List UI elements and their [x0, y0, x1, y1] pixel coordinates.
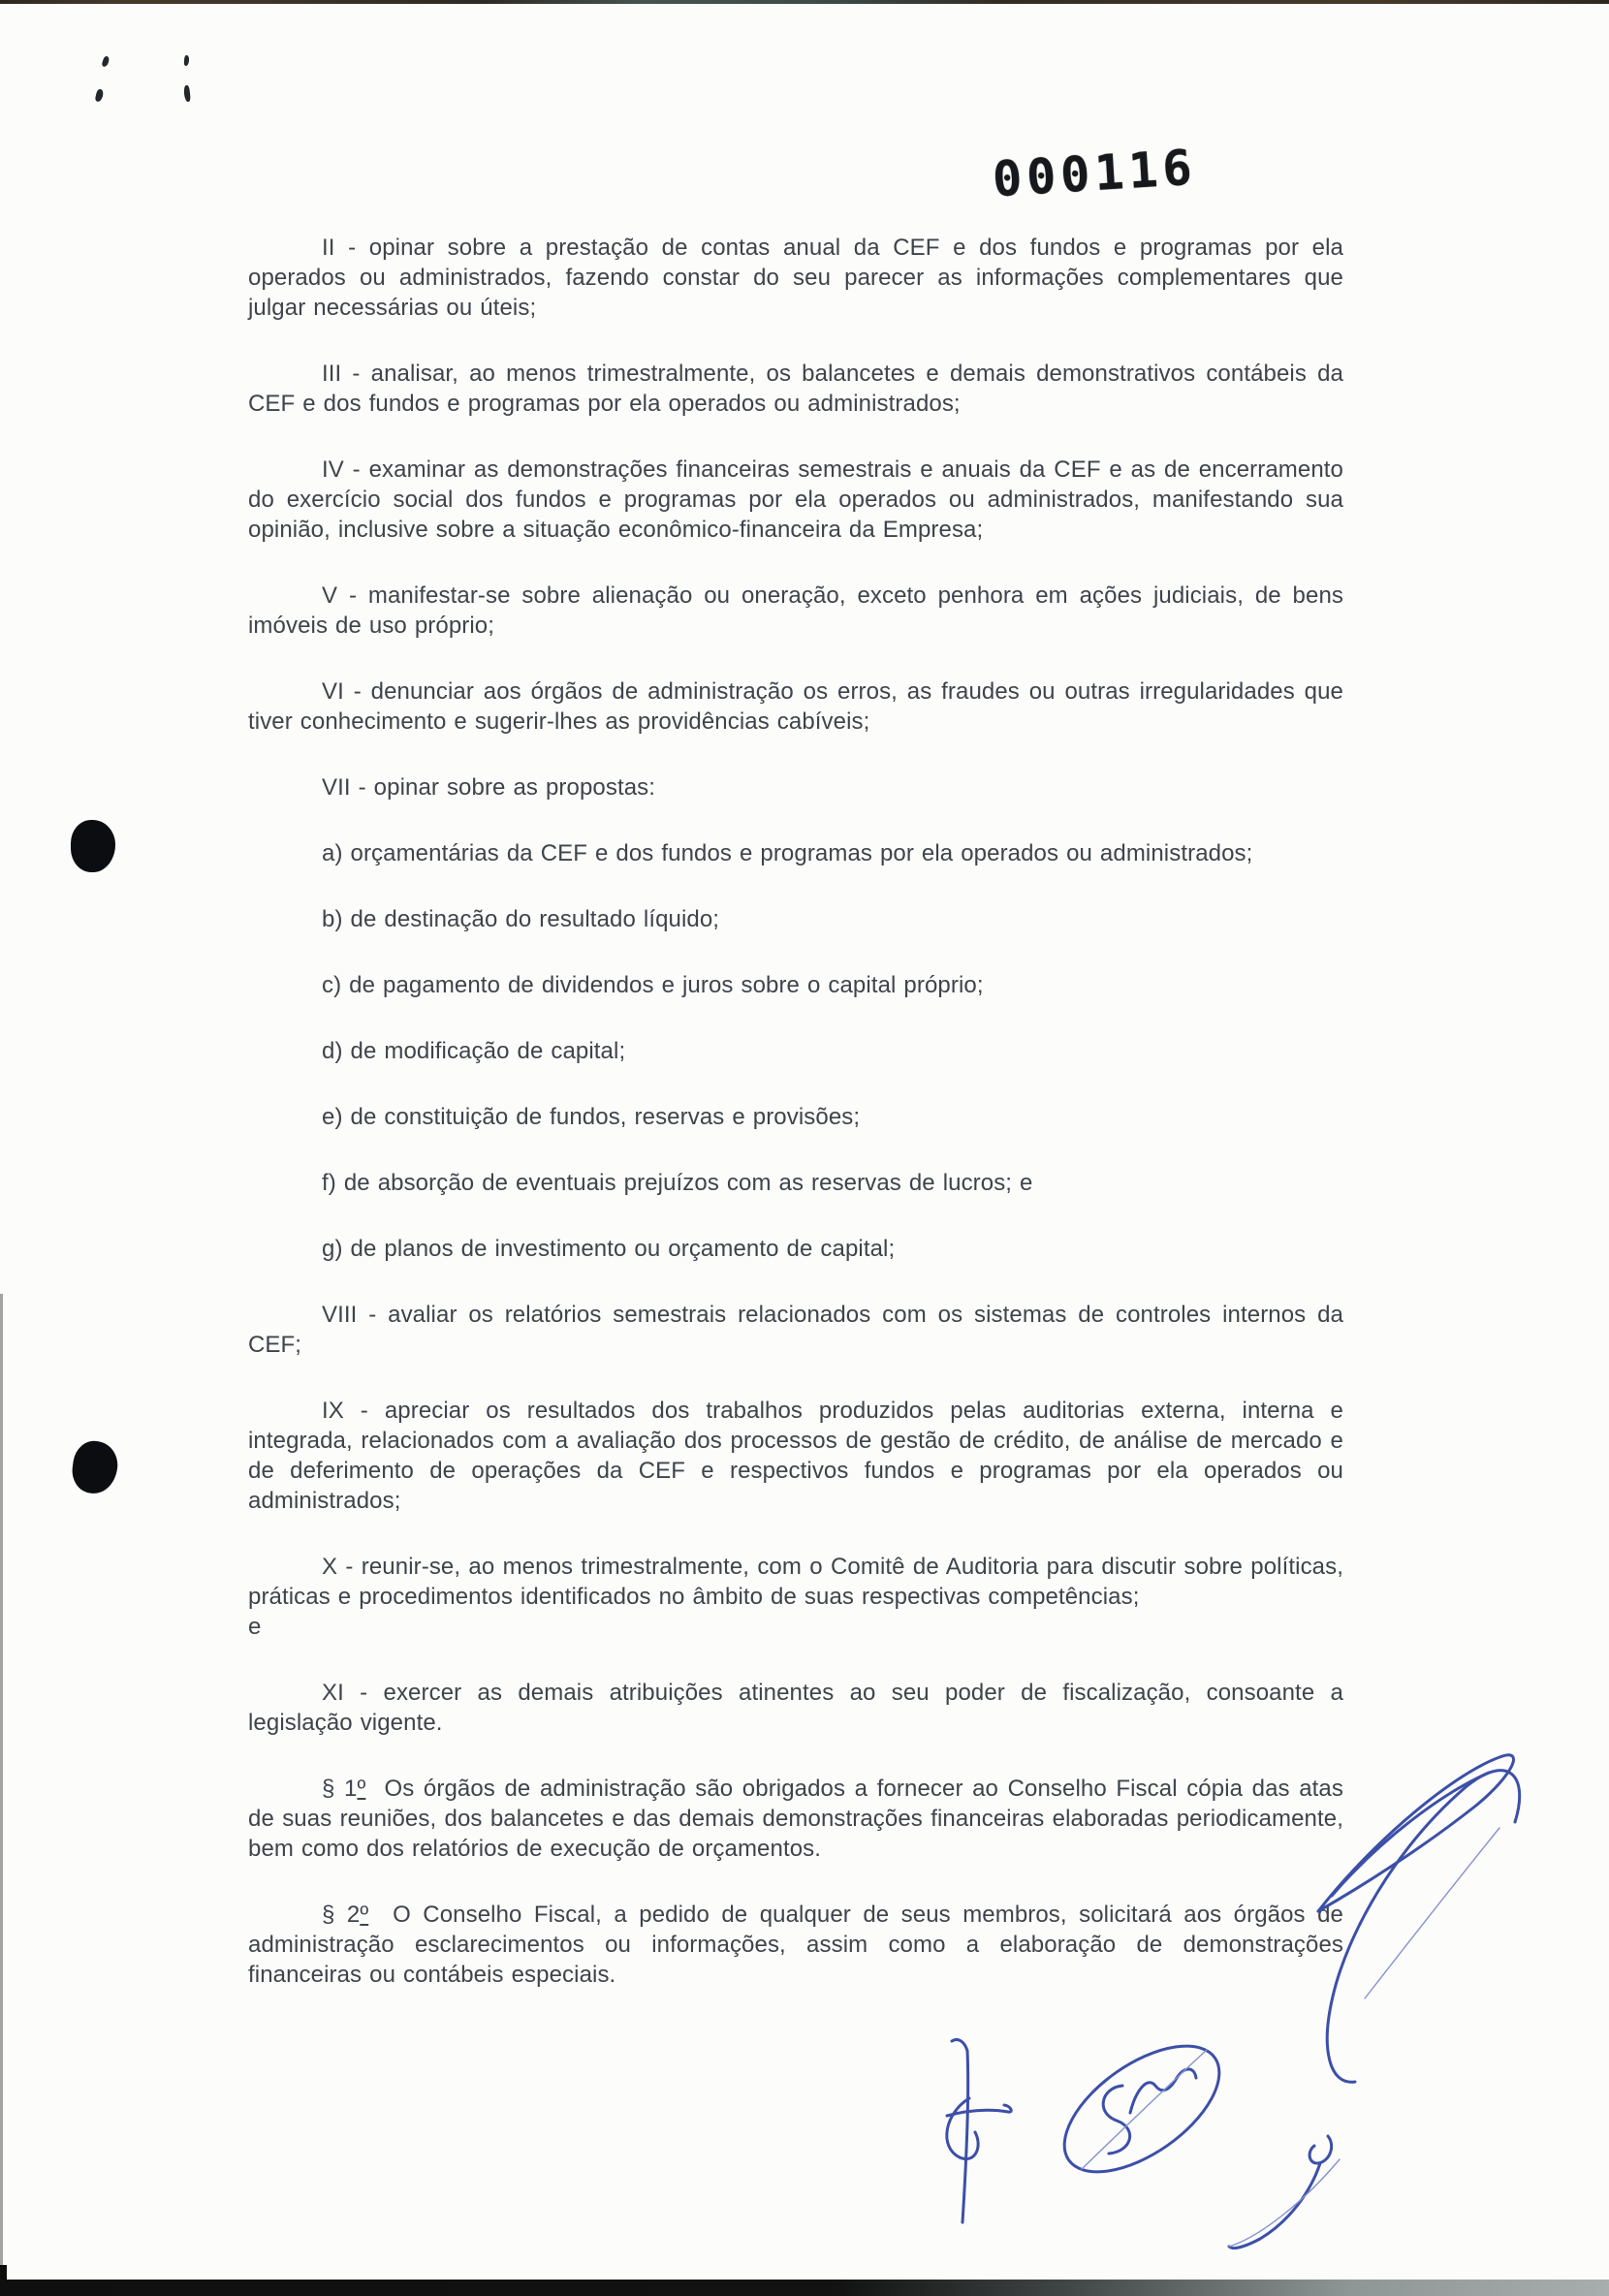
ink-speck [184, 55, 190, 66]
document-paragraph: a) orçamentárias da CEF e dos fundos e programas por ela operados ou administrados; [322, 840, 1253, 866]
ink-speck [101, 55, 110, 67]
signature-large-flourish [1318, 1755, 1520, 2082]
signature-oval-initials [1043, 2022, 1240, 2197]
document-paragraph: VIII - avaliar os relatórios semestrais relacionados com os sistemas de controles internos da CEF; [248, 1302, 1343, 1358]
scan-left-edge-line-artifact [0, 1294, 3, 2282]
document-paragraph: § 1º Os órgãos de administração são obrigados a fornecer ao Conselho Fiscal cópia das atas de suas reuniões, dos balancetes e das demais demonstrações financeiras elaboradas periodicamente, bem como dos relatórios de execução de orçamentos. [248, 1776, 1343, 1862]
ordinal-indicator: º [360, 1902, 369, 1928]
page-number-stamp: 000116 [991, 139, 1199, 208]
scan-bottom-edge-artifact [0, 2280, 1609, 2296]
document-paragraph: XI - exercer as demais atribuições atinentes ao seu poder de fiscalização, consoante a legislação vigente. [248, 1680, 1343, 1736]
document-paragraph: c) de pagamento de dividendos e juros sobre o capital próprio; [322, 972, 984, 998]
document-paragraph: § 2º O Conselho Fiscal, a pedido de qualquer de seus membros, solicitará aos órgãos de administração esclarecimentos ou informações, assim como a elaboração de demonstrações financeiras ou contábeis especiais. [248, 1902, 1343, 1988]
ordinal-indicator: º [357, 1776, 366, 1802]
punch-hole-mark [71, 820, 115, 872]
document-paragraph: d) de modificação de capital; [322, 1038, 626, 1064]
document-paragraph: X - reunir-se, ao menos trimestralmente, com o Comitê de Auditoria para discutir sobre políticas, práticas e procedimentos identificados no âmbito de suas respectivas competências; e [248, 1554, 1343, 1640]
document-paragraph: IX - apreciar os resultados dos trabalhos produzidos pelas auditorias externa, interna e integrada, relacionados com a avaliação dos processos de gestão de crédito, de análise de mercado e de deferimento de operações da CEF e respectivos fundos e programas por ela operados ou administrados; [248, 1398, 1343, 1514]
punch-hole-mark [69, 1438, 120, 1496]
ink-speck [95, 88, 105, 102]
document-paragraph: b) de destinação do resultado líquido; [322, 906, 720, 932]
document-paragraph: VII - opinar sobre as propostas: [322, 774, 656, 801]
document-paragraph: f) de absorção de eventuais prejuízos com as reservas de lucros; e [322, 1170, 1033, 1196]
document-paragraph: g) de planos de investimento ou orçamento de capital; [322, 1236, 896, 1262]
document-paragraph: VI - denunciar aos órgãos de administração os erros, as fraudes ou outras irregularidades que tiver conhecimento e sugerir-lhes as providências cabíveis; [248, 678, 1343, 735]
document-paragraph: IV - examinar as demonstrações financeiras semestrais e anuais da CEF e as de encerramento do exercício social dos fundos e programas por ela operados ou administrados, manifestando sua opinião, inclusive sobre a situação econômico-financeira da Empresa; [248, 456, 1343, 543]
document-paragraph: e) de constituição de fundos, reservas e provisões; [322, 1104, 861, 1130]
signature-vertical-flourish [947, 2039, 1011, 2222]
document-paragraph: V - manifestar-se sobre alienação ou oneração, exceto penhora em ações judiciais, de bens imóveis de uso próprio; [248, 582, 1343, 639]
signature-j-flourish [1229, 2136, 1340, 2249]
scan-top-edge-artifact [0, 0, 1609, 4]
ink-speck [183, 85, 191, 103]
document-paragraph: III - analisar, ao menos trimestralmente, os balancetes e demais demonstrativos contábeis da CEF e dos fundos e programas por ela operados ou administrados; [248, 361, 1343, 417]
document-body [248, 233, 1343, 2026]
document-paragraph: II - opinar sobre a prestação de contas anual da CEF e dos fundos e programas por ela operados ou administrados, fazendo constar do seu parecer as informações complementares que julgar necessárias ou úteis; [248, 235, 1343, 321]
